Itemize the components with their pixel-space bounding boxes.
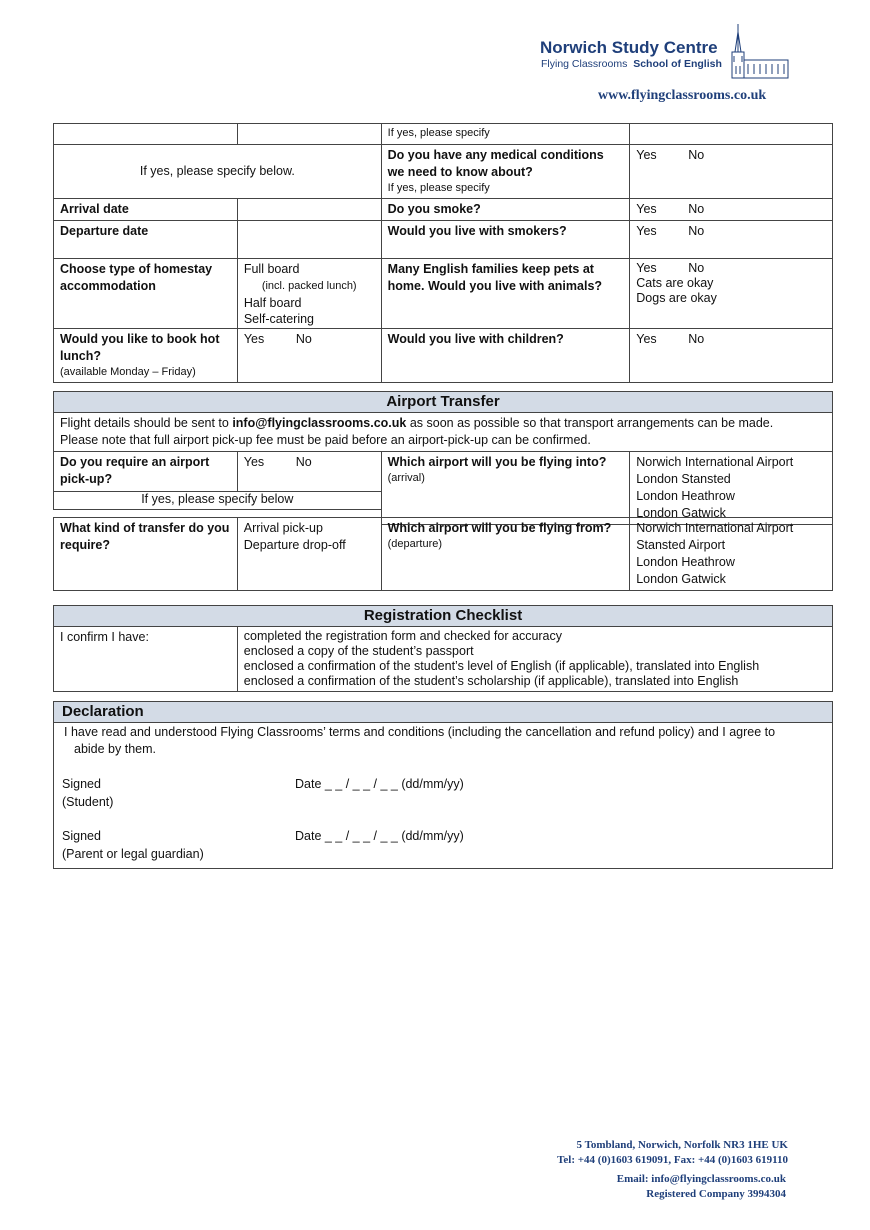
medical-yes-no[interactable] — [630, 145, 833, 199]
cats-option[interactable]: Cats are okay — [636, 276, 714, 290]
student-label: (Student) — [62, 795, 114, 809]
pets-yes-no[interactable] — [636, 261, 826, 276]
declaration-text-line2: abide by them. — [74, 742, 156, 756]
yes-option[interactable]: Yes — [636, 148, 657, 162]
into-options — [630, 452, 833, 525]
brand-subtitle — [541, 58, 722, 70]
departure-date-field[interactable] — [237, 221, 381, 259]
declaration-heading: Declaration — [54, 702, 833, 723]
no-option[interactable]: No — [295, 455, 312, 469]
departure-dropoff-option[interactable]: Departure drop-off — [243, 538, 346, 552]
children-yes-no[interactable] — [630, 329, 833, 383]
transfer-type-table — [53, 517, 833, 591]
transfer-options — [237, 518, 381, 591]
cell — [630, 124, 833, 145]
into-cell — [381, 452, 630, 525]
declaration-table — [53, 701, 833, 869]
checklist-item[interactable]: enclosed a confirmation of the student’s scholarship (if applicable), translated into English — [243, 674, 739, 688]
into-option[interactable]: London Gatwick — [636, 506, 726, 520]
info-pre: Flight details should be sent to — [60, 416, 233, 430]
from-option[interactable]: Stansted Airport — [636, 538, 726, 552]
declaration-text-line1: I have read and understood Flying Classrooms’ terms and conditions (including the cancellation and refund policy) and I agree to — [64, 725, 776, 739]
signed-label: Signed — [62, 829, 101, 843]
from-option[interactable]: London Heathrow — [636, 555, 735, 569]
cathedral-logo-icon — [718, 22, 790, 82]
pets-question: Many English families keep pets at home. Would you live with animals? — [381, 259, 630, 329]
into-question: Which airport will you be flying into? — [387, 455, 607, 469]
lunch-note: (available Monday – Friday) — [60, 366, 196, 378]
cell — [237, 124, 381, 145]
from-cell — [381, 518, 630, 591]
guardian-label: (Parent or legal guardian) — [62, 847, 204, 861]
no-option[interactable]: No — [688, 148, 705, 162]
into-option[interactable]: London Heathrow — [636, 489, 735, 503]
airport-transfer-table — [53, 391, 833, 525]
brand-subtitle-a: Flying Classrooms — [541, 58, 628, 70]
yes-option[interactable]: Yes — [636, 332, 657, 346]
brand-subtitle-b: School of English — [633, 58, 722, 70]
airport-transfer-heading: Airport Transfer — [54, 392, 833, 413]
departure-note: (departure) — [387, 538, 443, 550]
medical-question: Do you have any medical conditions we need to know about? — [387, 148, 604, 179]
student-date-field[interactable]: Date _ _ / _ _ / _ _ (dd/mm/yy) — [295, 777, 464, 791]
medical-cell — [381, 145, 630, 199]
accommodation-table — [53, 123, 833, 383]
guardian-signature-row — [62, 828, 822, 864]
pickup-specify-below: If yes, please specify below — [54, 492, 382, 509]
from-option[interactable]: London Gatwick — [636, 572, 726, 586]
no-option[interactable]: No — [688, 261, 705, 275]
smoke-yes-no[interactable] — [630, 199, 833, 221]
checklist-item[interactable]: enclosed a copy of the student’s passport — [243, 644, 474, 658]
smoke-question: Do you smoke? — [381, 199, 630, 221]
packed-lunch-note: (incl. packed lunch) — [261, 280, 357, 292]
info-email-link[interactable]: info@flyingclassrooms.co.uk — [232, 416, 407, 430]
dogs-option[interactable]: Dogs are okay — [636, 291, 717, 305]
yes-option[interactable]: Yes — [636, 224, 657, 238]
footer-tel: Tel: +44 (0)1603 619091, Fax: +44 (0)1603 619110 — [557, 1154, 788, 1166]
children-question: Would you live with children? — [381, 329, 630, 383]
yes-option[interactable]: Yes — [243, 332, 265, 346]
footer-company: Registered Company 3994304 — [646, 1188, 786, 1200]
into-option[interactable]: Norwich International Airport — [636, 455, 794, 469]
arrival-note: (arrival) — [387, 472, 425, 484]
medical-specify: If yes, please specify — [387, 182, 490, 194]
pickup-yes-no[interactable] — [237, 452, 381, 492]
no-option[interactable]: No — [688, 332, 705, 346]
pickup-question: Do you require an airport pick-up? — [54, 452, 238, 492]
yes-option[interactable]: Yes — [636, 202, 657, 216]
from-option[interactable]: Norwich International Airport — [636, 521, 794, 535]
airport-info-line2: Please note that full airport pick-up fee must be paid before an airport-pick-up can be confirmed. — [60, 433, 591, 447]
lunch-yes-no[interactable] — [237, 329, 381, 383]
lunch-question: Would you like to book hot lunch? — [60, 332, 220, 363]
homestay-options — [237, 259, 381, 329]
arrival-pickup-option[interactable]: Arrival pick-up — [243, 521, 323, 535]
confirm-label: I confirm I have: — [54, 627, 238, 692]
airport-info — [54, 413, 833, 452]
specify-below: If yes, please specify below. — [54, 145, 382, 199]
departure-label: Departure date — [54, 221, 238, 259]
checklist-item[interactable]: completed the registration form and checked for accuracy — [243, 629, 563, 643]
signed-label: Signed — [62, 777, 101, 791]
checklist-item[interactable]: enclosed a confirmation of the student’s level of English (if applicable), translated into English — [243, 659, 760, 673]
footer-email[interactable]: Email: info@flyingclassrooms.co.uk — [616, 1173, 786, 1185]
smokers-yes-no[interactable] — [630, 221, 833, 259]
cell — [54, 124, 238, 145]
no-option[interactable]: No — [688, 202, 705, 216]
student-signature-row — [62, 776, 822, 828]
lunch-cell — [54, 329, 238, 383]
pets-answers — [630, 259, 833, 329]
into-option[interactable]: London Stansted — [636, 472, 731, 486]
guardian-date-field[interactable]: Date _ _ / _ _ / _ _ (dd/mm/yy) — [295, 829, 464, 843]
smokers-question: Would you live with smokers? — [381, 221, 630, 259]
info-post: as soon as possible so that transport arrangements can be made. — [406, 416, 774, 430]
homestay-label: Choose type of homestay accommodation — [54, 259, 238, 329]
checklist-items — [237, 627, 832, 692]
arrival-date-field[interactable] — [237, 199, 381, 221]
footer-address: 5 Tombland, Norwich, Norfolk NR3 1HE UK — [576, 1139, 788, 1151]
arrival-label: Arrival date — [54, 199, 238, 221]
full-board-option[interactable]: Full board — [243, 262, 300, 276]
website-link[interactable]: www.flyingclassrooms.co.uk — [598, 88, 767, 103]
top-specify: If yes, please specify — [381, 124, 630, 145]
registration-checklist-table — [53, 605, 833, 692]
airport-info-line1 — [60, 415, 826, 432]
half-board-option[interactable]: Half board — [243, 296, 302, 310]
no-option[interactable]: No — [295, 332, 312, 346]
yes-option[interactable]: Yes — [636, 261, 657, 275]
checklist-heading: Registration Checklist — [54, 606, 833, 627]
from-question: Which airport will you be flying from? — [387, 521, 612, 535]
self-catering-option[interactable]: Self-catering — [243, 312, 315, 326]
yes-option[interactable]: Yes — [243, 455, 265, 469]
transfer-question: What kind of transfer do you require? — [54, 518, 238, 591]
from-options — [630, 518, 833, 591]
declaration-body — [54, 723, 833, 869]
no-option[interactable]: No — [688, 224, 705, 238]
brand-title: Norwich Study Centre — [540, 38, 718, 57]
